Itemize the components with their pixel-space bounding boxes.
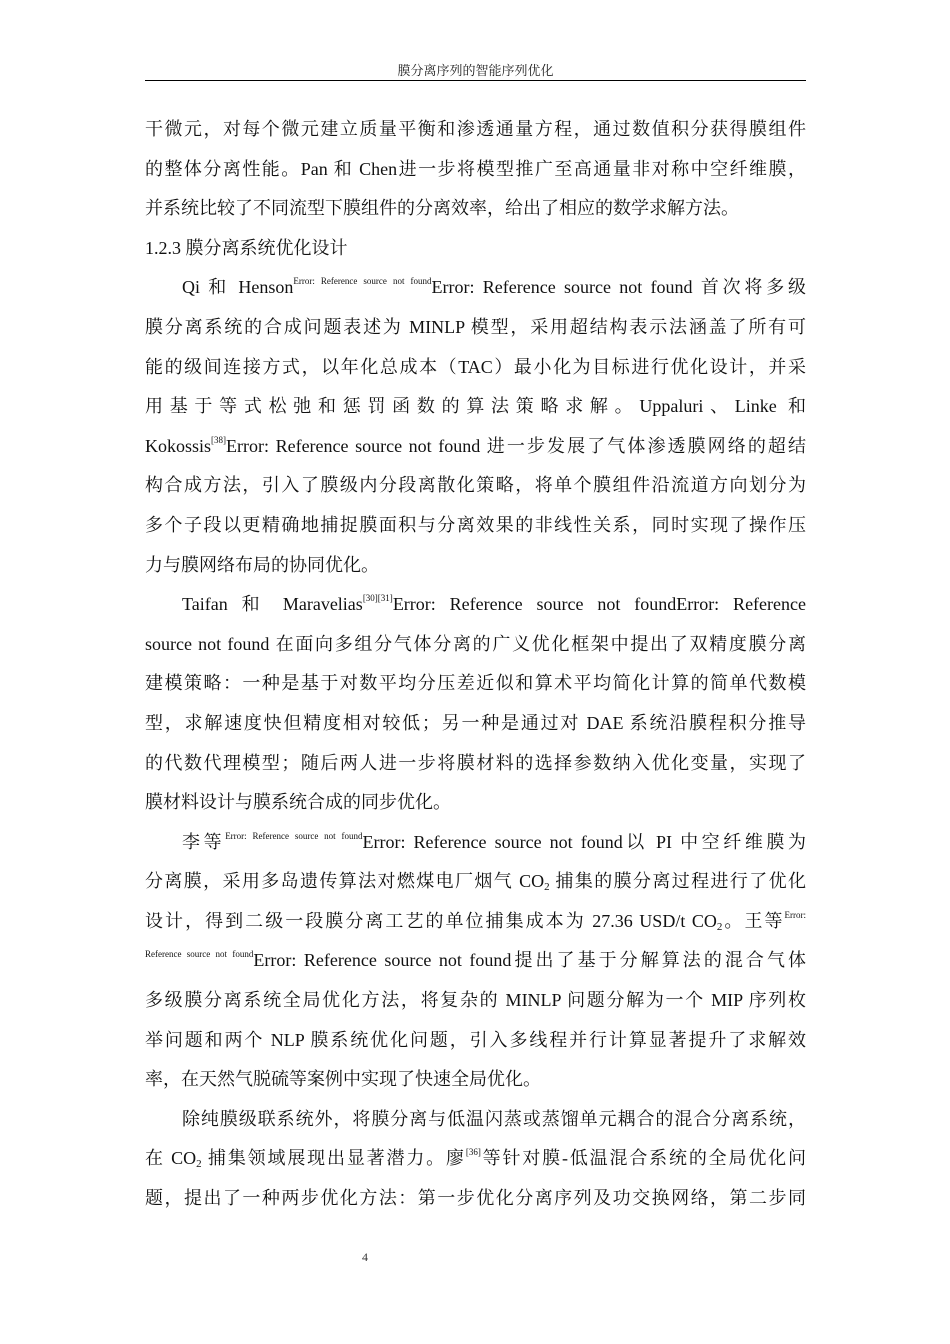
page-number: 4 [362,1250,368,1264]
citation-superscript: [38] [211,434,227,445]
text-line: 率，在天然气脱硫等案例中实现了快速全局优化。 [145,1069,541,1090]
text-line: 建模策略：一种是基于对数平均分压差近似和算术平均简化计算的简单代数模 [145,673,806,694]
text-line: 用基于等式松弛和惩罚函数的算法策略求解。Uppaluri、Linke 和 [145,396,806,417]
text-line: 除纯膜级联系统外，将膜分离与低温闪蒸或蒸馏单元耦合的混合分离系统， [182,1108,806,1129]
text-line: 干微元，对每个微元建立质量平衡和渗透通量方程，通过数值积分获得膜组件 [145,119,806,139]
subscript: 2 [196,1158,202,1171]
text-line: 膜分离系统的合成问题表述为 MINLP 模型，采用超结构表示法涵盖了所有可 [145,316,806,337]
text-line: 多级膜分离系统全局优化方法，将复杂的 MINLP 问题分解为一个 MIP 序列枚 [145,990,806,1011]
text-line: 设计，得到二级一段膜分离工艺的单位捕集成本为 27.36 USD/t $CO_2$。王等$^{Error:}$ [145,909,806,933]
text-line: 膜材料设计与膜系统合成的同步优化。 [145,792,451,813]
header-rule [145,80,806,81]
section-heading: 1.2.3 膜分离系统优化设计 [145,237,348,258]
text-line: 型，求解速度快但精度相对较低；另一种是通过对 DAE 系统沿膜程积分推导 [145,712,806,733]
body-text [145,110,806,1219]
subscript: 2 [544,881,550,894]
text-line: 的代数代理模型；随后两人进一步将膜材料的选择参数纳入优化变量，实现了 [145,752,806,773]
citation-superscript: [30][31] [362,593,393,604]
text-line: source not found 在面向多组分气体分离的广义优化框架中提出了双精度膜分离 [145,633,806,654]
text-line: 在 $CO_2$ 捕集领域展现出显著潜力。廖[36]等针对膜-低温混合系统的全局优化问 [145,1147,806,1171]
text-line: 并系统比较了不同流型下膜组件的分离效率，给出了相应的数学求解方法。 [145,198,739,219]
text-line: 分离膜，采用多岛遗传算法对燃煤电厂烟气 $CO_2$ 捕集的膜分离过程进行了优化 [145,871,806,894]
text-line: 力与膜网络布局的协同优化。 [145,554,379,575]
text-line: 李等$^{Error: Reference source not found}$Error: Reference source not found以 PI 中空纤维膜为 [182,830,806,852]
text-line: 构合成方法，引入了膜级内分段离散化策略，将单个膜组件沿流道方向划分为 [145,475,806,496]
text-line: Taifan 和 Maravelias[30][31]Error: Reference source not foundError: Reference [182,593,806,615]
text-line: 多个子段以更精确地捕捉膜面积与分离效果的非线性关系，同时实现了操作压 [145,514,806,535]
citation-superscript: [36] [465,1147,481,1158]
citation-superscript: Reference source not found [145,949,254,960]
citation-superscript: Error: Reference source not found [225,830,363,841]
text-line: Qi 和 Henson$^{Error: Reference source not found}$Error: Reference source not found 首次将多级 [182,276,806,298]
text-line: 举问题和两个 NLP 膜系统优化问题，引入多线程并行计算显著提升了求解效 [145,1029,806,1050]
subscript: 2 [716,920,723,933]
citation-superscript: Error: Reference source not found [293,276,432,287]
citation-superscript: Error: [784,909,806,920]
text-line: 题，提出了一种两步优化方法：第一步优化分离序列及功交换网络，第二步同 [145,1188,806,1209]
running-header: 膜分离序列的智能序列优化 [397,63,554,78]
text-line: $^{Reference source not found}$Error: Reference source not found提出了基于分解算法的混合气体 [145,949,806,971]
text-line: 能的级间连接方式，以年化总成本（TAC）最小化为目标进行优化设计，并采 [145,356,806,377]
text-line: Kokossis[38]Error: Reference source not found 进一步发展了气体渗透膜网络的超结 [145,434,806,456]
text-line: 的整体分离性能。Pan 和 Chen进一步将模型推广至高通量非对称中空纤维膜， [145,158,806,179]
